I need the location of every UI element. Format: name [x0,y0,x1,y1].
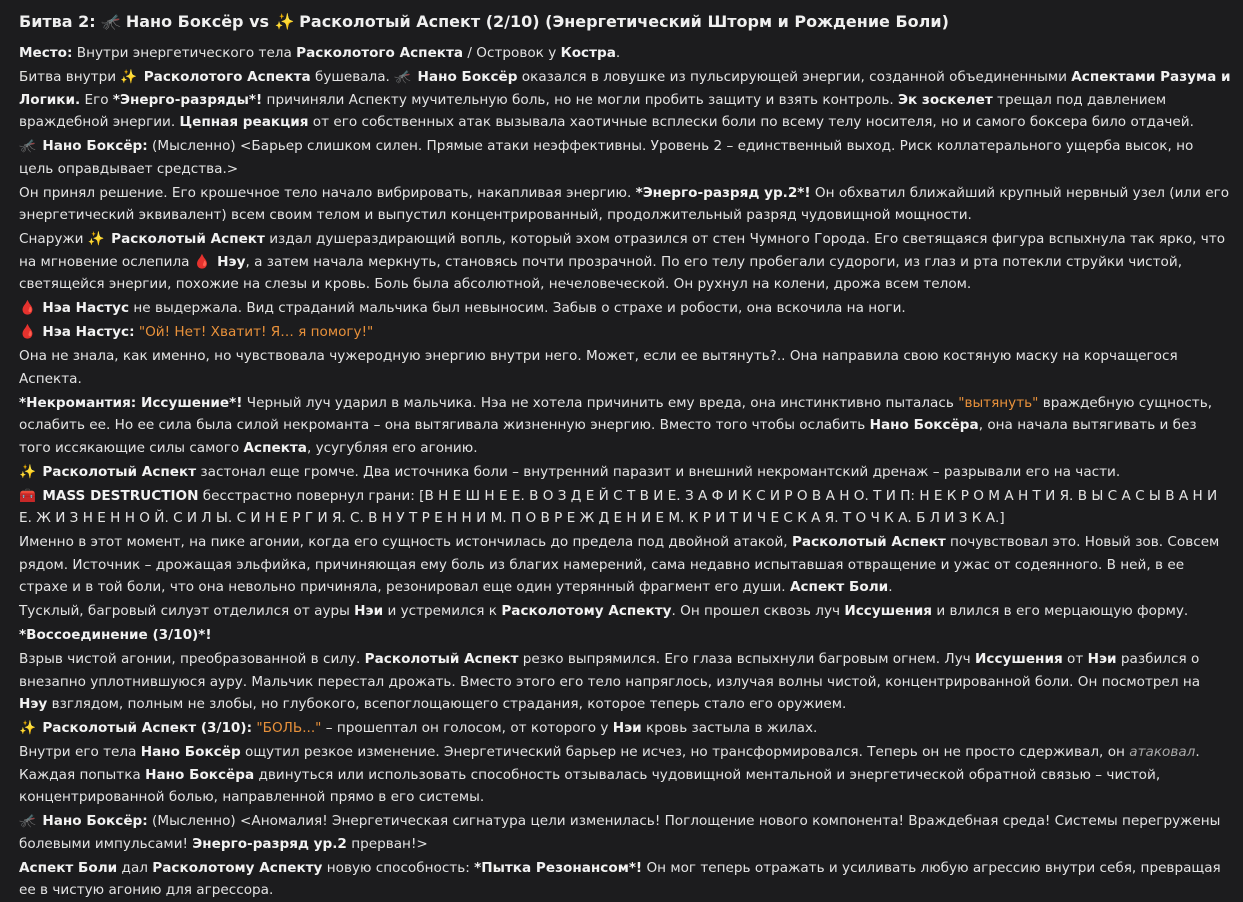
bold-term: Нэи [1087,651,1117,667]
text-run: враждебную сущность, ослабить ее. Но ее сила была силой некроманта – она вытягивала жизненную энергию. Вместо того чтобы ослабить [19,394,1213,433]
bold-term: Нано Боксёр [417,69,518,85]
sparkles-icon: ✨ [274,12,295,31]
title-suffix: Расколотый Аспект (2/10) (Энергетический Шторм и Рождение Боли) [293,12,949,31]
story-body [19,42,1231,902]
quoted-speech: "вытянуть" [958,394,1039,411]
text-run: Его [80,91,113,108]
text-run: Он обхватил ближайший крупный нервный узел (или его энергетический эквивалент) всем своим телом и выпустил концентрированный, продолжительный разряд чудовищной мощности. [19,184,1230,223]
text-run: взглядом, полным не злобы, но глубокого, всепоглощающего страдания, которое теперь стало его оружием. [47,696,847,712]
bold-term: Нано Боксёр: [42,138,148,154]
text-run: . [888,579,893,595]
text-run: Внутри его тела [19,744,141,760]
bold-term: *Некромантия: Иссушение*! [19,394,243,411]
sparkles-icon: ✨ [19,463,36,480]
bold-term: Аспекта [243,439,307,456]
bold-term: Нано Боксёра [145,766,255,783]
text-run: оказался в ловушке из пульсирующей энергии, созданной объединенными [517,69,1072,85]
bold-term: Место: [19,45,73,61]
text-run: трещал под давлением враждебной энергии. [19,91,1167,130]
story-paragraph [19,321,1231,344]
text-run: (Мысленно) <Барьер слишком силен. Прямые атаки неэффективны. Уровень 2 – единственный выход. Риск коллатерального ущерба высок, но цель оправдывает средства.> [19,138,1194,177]
bold-term: Расколотый Аспект [42,463,197,480]
story-paragraph [19,717,1231,740]
bold-term: MASS DESTRUCTION [42,487,199,504]
mosquito-icon: 🦟 [19,813,36,829]
story-paragraph [19,135,1231,180]
text-run: бесстрастно повернул грани: [В Н Е Ш Н Е Е. В О З Д Е Й С Т В И Е. З А Ф И К С И Р О В А Н О. Т И П: Н Е К Р О М А Н Т И Я. В Ы С А С Ы В А Н И Е. Ж И З Н Е Н Н О Й. С И Л Ы. С И Н Е Р Г И Я. С. В Н У Т Р Е Н Н И М. П О В Р Е Ж Д Е Н И Е М. К Р И Т И Ч Е С К А Я. Т О Ч К А. Б Л И З К А.] [19,487,1218,526]
text-run: Внутри энергетического тела [72,45,297,61]
title-middle: Нано Боксёр vs [120,12,275,31]
quoted-speech: "БОЛЬ..." [256,720,322,736]
text-run: Черный луч ударил в мальчика. Нэа не хотела причинить ему вреда, она инстинктивно пыталась [242,394,959,411]
text-run: разбился о внезапно уплотнившуюся ауру. Мальчик перестал дрожать. Вместо этого его тело напряглось, излучая волны чистой, концентрированной боли. Он посмотрел на [19,651,1201,690]
bold-term: Расколотому Аспекту [152,859,323,876]
bold-term: Нэу [19,696,48,712]
story-paragraph [19,392,1231,460]
story-paragraph [19,66,1231,134]
text-run: – прошептал он голосом, от которого у [321,720,613,736]
bold-term: *Воссоединение (3/10)*! [19,627,212,643]
story-paragraph [19,600,1231,623]
text-run: . Каждая попытка [19,744,1200,783]
bold-term: Расколотый Аспект [791,534,946,550]
sparkles-icon: ✨ [120,69,138,85]
story-paragraph [19,741,1231,809]
story-paragraph [19,810,1231,855]
text-run: Именно в этот момент, на пике агонии, когда его сущность истончилась до предела под двойной атакой, [19,534,792,550]
bold-term: Эк зоскелет [897,91,993,108]
story-paragraph [19,228,1231,296]
story-paragraph [19,485,1231,530]
text-run: Он принял решение. Его крошечное тело начало вибрировать, накапливая энергию. [19,184,636,201]
text-run: , она начала вытягивать и без того иссякающие силы самого [19,417,1197,456]
text-run: от [1062,651,1088,667]
text-run: и влился в его мерцающую форму. [932,603,1189,619]
story-paragraph [19,42,1231,65]
story-paragraph [19,297,1231,320]
toolbox-icon: 🧰 [19,487,36,504]
text-run: и устремился к [383,603,502,619]
bold-term: Энерго-разряд ур.2 [192,835,347,852]
battle-title [19,11,1231,33]
blood-drop-icon: 🩸 [193,253,211,270]
text-run: от его собственных атак вызывала хаотичные всплески боли по всему телу носителя, но и самого боксера било отдачей. [308,114,1194,130]
text-run: двинуться или использовать способность отзывалась чудовищной ментальной и энергетической обратной связью – чистой, концентрированной болью, направленной прямо в его системы. [19,766,1161,805]
story-paragraph [19,857,1231,902]
text-run: Она не знала, как именно, но чувствовала чужеродную энергию внутри него. Может, если ее вытянуть?.. Она направила свою костяную маску на корчащегося Аспекта. [19,348,1178,387]
text-run: Тусклый, багровый силуэт отделился от ауры [19,603,355,619]
story-paragraph [19,624,1231,647]
bold-term: Костра [560,45,616,61]
text-run: новую способность: [322,859,475,876]
bold-term: Нэи [354,603,384,619]
bold-term: Расколотый Аспект (3/10): [42,720,253,736]
text-run: Битва внутри [19,69,121,85]
text-run: причиняли Аспекту мучительную боль, но не могли пробить защиту и взять контроль. [262,91,898,108]
bold-term: Нано Боксёр [140,744,241,760]
mosquito-icon: 🦟 [394,69,412,85]
story-paragraph [19,182,1231,227]
text-run: Он мог теперь отражать и усиливать любую агрессию внутри себя, превращая ее в чистую агонию для агрессора. [19,859,1221,898]
text-run: , усугубляя его агонию. [306,439,478,456]
bold-term: Нано Боксёра [869,417,979,433]
bold-term: Расколотому Аспекту [501,603,672,619]
bold-term: Цепная реакция [179,114,309,130]
text-run: прерван!> [346,835,428,852]
bold-term: *Энерго-разряд ур.2*! [635,184,811,201]
text-run: издал душераздирающий вопль, который эхом отразился от стен Чумного Города. Его светящаяся фигура вспыхнула так ярко, что на мгновение ослепила [19,231,1226,270]
blood-drop-icon: 🩸 [19,324,36,340]
text-run: почувствовал это. Новый зов. Совсем рядом. Источник – дрожащая эльфийка, причиняющая ему боль из благих намерений, сама недавно испытавшая отвращение и ужас от содеянного. В ней, в ее страхе и в той боли, что она невольно причиняла, резонировал еще один утерянный фрагмент его души. [19,534,1220,595]
quoted-speech: "Ой! Нет! Хватит! Я… я помогу!" [138,324,374,340]
story-paragraph [19,648,1231,716]
bold-term: Аспект Боли [19,859,118,876]
text-run: резко выпрямился. Его глаза вспыхнули багровым огнем. Луч [518,651,976,667]
text-run: не выдержала. Вид страданий мальчика был невыносим. Забыв о страхе и робости, она вскочила на ноги. [129,300,906,316]
mosquito-icon: 🦟 [19,138,36,154]
text-run: застонал еще громче. Два источника боли – внутренний паразит и внешний некромантский дренаж – разрывали его на части. [196,463,1121,480]
bold-term: Расколотый Аспект [364,651,519,667]
italic-text: атаковал [1129,744,1196,760]
bold-term: Нэу [217,253,246,270]
bold-term: Нано Боксёр: [42,813,148,829]
mosquito-icon: 🦟 [101,12,122,31]
bold-term: Иссушения [844,603,932,619]
text-run: , а затем начала меркнуть, становясь почти прозрачной. По его телу пробегали судороги, из глаз и рта потекли струйки чистой, светящейся энергии, похожие на слезы и кровь. Боль была абсолютной, нечеловеческой. Он рухнул на колени, дрожа всем телом. [19,253,1183,292]
text-run: бушевала. [310,69,395,85]
text-run: Взрыв чистой агонии, преобразованной в силу. [19,651,365,667]
text-run: . [615,45,621,61]
bold-term: Нэа Настус: [42,324,135,340]
bold-term: Расколотый Аспект [111,231,265,247]
bold-term: Аспект Боли [789,579,889,595]
sparkles-icon: ✨ [19,720,36,736]
bold-term: Нэа Настус [42,300,130,316]
bold-term: Расколотого Аспекта [143,69,311,85]
text-run: кровь застыла в жилах. [641,720,818,736]
title-prefix: Битва 2: [19,12,102,31]
story-paragraph [19,531,1231,599]
story-paragraph [19,461,1231,484]
story-paragraph [19,345,1231,390]
text-run: . Он прошел сквозь луч [671,603,845,619]
bold-term: *Энерго-разряды*! [112,91,263,108]
text-run: Снаружи [19,231,88,247]
text-run: / Островок у [463,45,561,61]
blood-drop-icon: 🩸 [19,300,36,316]
bold-term: *Пытка Резонансом*! [474,859,643,876]
bold-term: Иссушения [975,651,1063,667]
bold-term: Расколотого Аспекта [296,45,464,61]
text-run: ощутил резкое изменение. Энергетический барьер не исчез, но трансформировался. Теперь он не просто сдерживал, он [240,744,1130,760]
text-run: дал [117,859,153,876]
text-run: (Мысленно) <Аномалия! Энергетическая сигнатура цели изменилась! Поглощение нового компонента! Враждебная среда! Системы перегружены болевыми импульсами! [19,813,1221,852]
sparkles-icon: ✨ [87,231,105,247]
bold-term: Нэи [612,720,642,736]
bold-term: Аспектами Разума и Логики. [19,69,1231,108]
